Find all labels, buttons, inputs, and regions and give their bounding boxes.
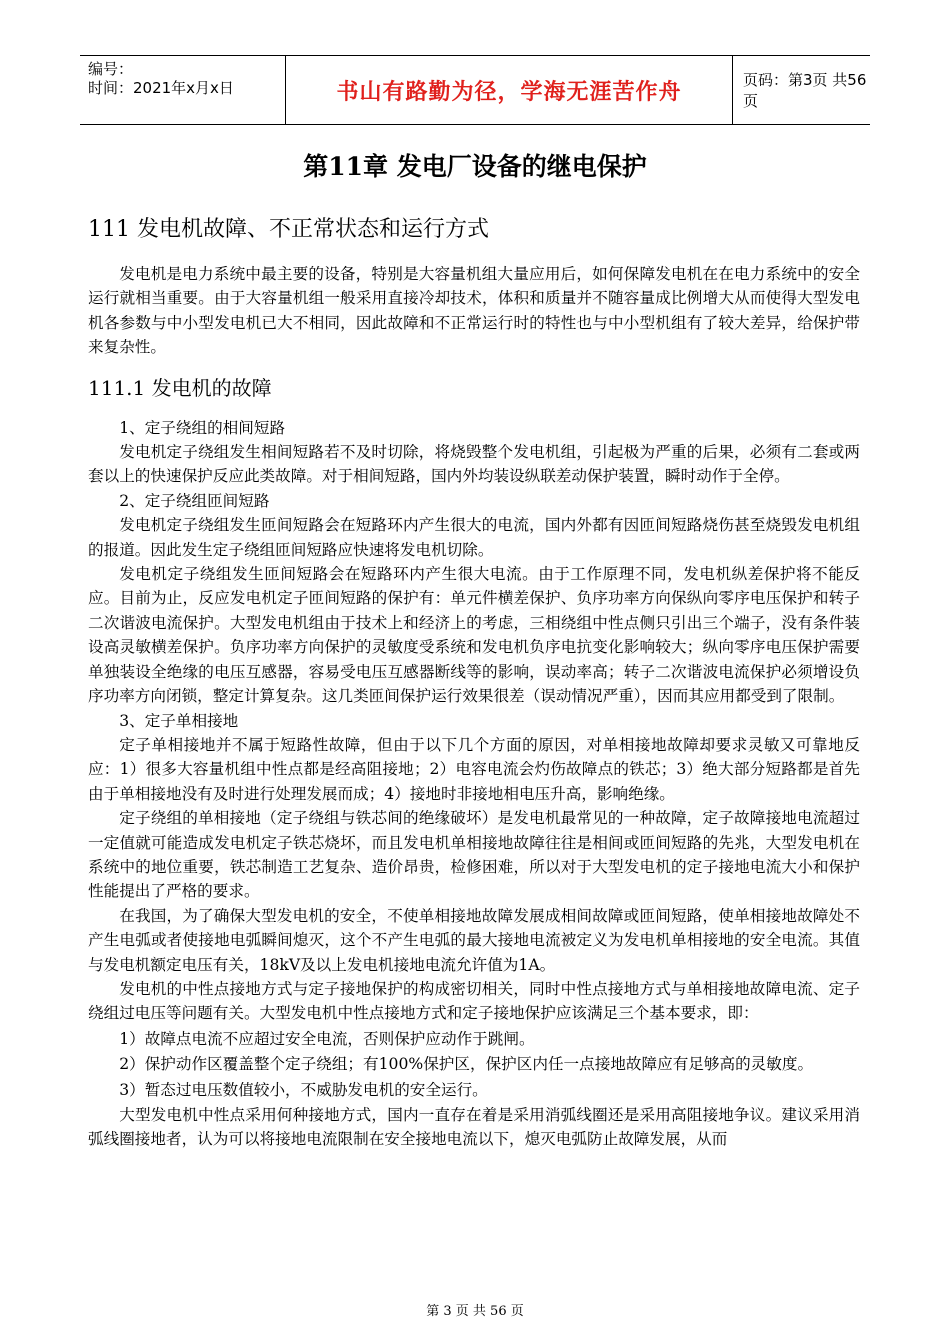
paragraph: 在我国，为了确保大型发电机的安全，不使单相接地故障发展成相间故障或匝间短路，使单相接地故障处不产生电弧或者使接地电弧瞬间熄灭，这个不产生电弧的最大接地电流被定义为发电机单相接地的安全电流。其值与发电机额定电压有关，18kV及以上发电机接地电流允许值为1A。 xyxy=(88,906,860,974)
document-body xyxy=(88,262,860,1152)
requirement-item: 2）保护动作区覆盖整个定子绕组；有100%保护区，保护区内任一点接地故障应有足够高的灵敏度。 xyxy=(119,1055,814,1074)
document-number-label: 编号： xyxy=(88,60,134,78)
requirement-item: 3）暂态过电压数值较小，不威胁发电机的安全运行。 xyxy=(119,1080,488,1099)
requirement-item: 1）故障点电流不应超过安全电流，否则保护应动作于跳闸。 xyxy=(119,1029,535,1048)
paragraph: 发电机定子绕组发生匝间短路会在短路环内产生很大电流。由于工作原理不同，发电机纵差保护将不能反应。目前为止，反应发电机定子匝间短路的保护有：单元件横差保护、负序功率方向保纵向零序电压保护和转子二次谐波电流保护。大型发电机组由于技术上和经济上的考虑，三相绕组中性点侧只引出三个端子，没有条件装设高灵敏横差保护。负序功率方向保护的灵敏度受系统和发电机负序电抗变化影响较大；纵向零序电压保护需要单独装设全绝缘的电压互感器，容易受电压互感器断线等的影响，误动率高；转子二次谐波电流保护必须增设负序功率方向闭锁，整定计算复杂。这几类匝间保护运行效果很差（误动情况严重），因而其应用都受到了限制。 xyxy=(88,565,860,706)
list-heading: 3、定子单相接地 xyxy=(119,711,239,730)
header-motto-cell xyxy=(285,56,733,124)
header-motto: 书山有路勤为径，学海无涯苦作舟 xyxy=(336,79,682,105)
paragraph: 发电机的中性点接地方式与定子接地保护的构成密切相关，同时中性点接地方式与单相接地故障电流、定子绕组过电压等问题有关。大型发电机中性点接地方式和定子接地保护应该满足三个基本要求，即： xyxy=(88,979,860,1023)
page-header xyxy=(80,55,870,125)
paragraph: 发电机定子绕组发生匝间短路会在短路环内产生很大的电流，国内外都有因匝间短路烧伤甚至烧毁发电机组的报道。因此发生定子绕组匝间短路应快速将发电机切除。 xyxy=(88,516,860,559)
chapter-title: 第11章 发电厂设备的继电保护 xyxy=(303,152,647,181)
paragraph: 大型发电机中性点采用何种接地方式，国内一直存在着是采用消弧线圈还是采用高阻接地争议。建议采用消弧线圈接地者，认为可以将接地电流限制在安全接地电流以下，熄灭电弧防止故障发展，从而 xyxy=(88,1106,860,1149)
page-footer: 第 3 页 共 56 页 xyxy=(426,1304,524,1319)
subsection-title: 111.1 发电机的故障 xyxy=(88,375,272,400)
section-title: 111 发电机故障、不正常状态和运行方式 xyxy=(88,217,489,242)
list-heading: 2、定子绕组匝间短路 xyxy=(119,491,270,510)
paragraph: 定子绕组的单相接地（定子绕组与铁芯间的绝缘破坏）是发电机最常见的一种故障，定子故障接地电流超过一定值就可能造成发电机定子铁芯烧坏，而且发电机单相接地故障往往是相间或匝间短路的先兆，大型发电机在系统中的地位重要，铁芯制造工艺复杂、造价昂贵，检修困难，所以对于大型发电机的定子接地电流大小和保护性能提出了严格的要求。 xyxy=(88,809,860,901)
document-time-label: 时间：2021年x月x日 xyxy=(88,79,234,97)
paragraph: 发电机定子绕组发生相间短路若不及时切除，将烧毁整个发电机组，引起极为严重的后果，必须有二套或两套以上的快速保护反应此类故障。对于相间短路，国内外均装设纵联差动保护装置，瞬时动作于全停。 xyxy=(88,443,860,486)
intro-paragraph: 发电机是电力系统中最主要的设备，特别是大容量机组大量应用后，如何保障发电机在在电力系统中的安全运行就相当重要。由于大容量机组一般采用直接冷却技术，体积和质量并不随容量成比例增大从而使得大型发电机各参数与中小型发电机已大不相同，因此故障和不正常运行时的特性也与中小型机组有了较大差异，给保护带来复杂性。 xyxy=(88,265,860,357)
header-page-cell xyxy=(733,56,880,124)
list-heading: 1、定子绕组的相间短路 xyxy=(119,418,286,437)
paragraph: 定子单相接地并不属于短路性故障，但由于以下几个方面的原因，对单相接地故障却要求灵敏又可靠地反应：1）很多大容量机组中性点都是经高阻接地；2）电容电流会灼伤故障点的铁芯；3）绝大部分短路都是首先由于单相接地没有及时进行处理发展而成；4）接地时非接地相电压升高，影响绝缘。 xyxy=(88,735,860,803)
header-page-label: 页码：第3页 共56页 xyxy=(743,71,867,110)
header-meta xyxy=(80,56,288,124)
